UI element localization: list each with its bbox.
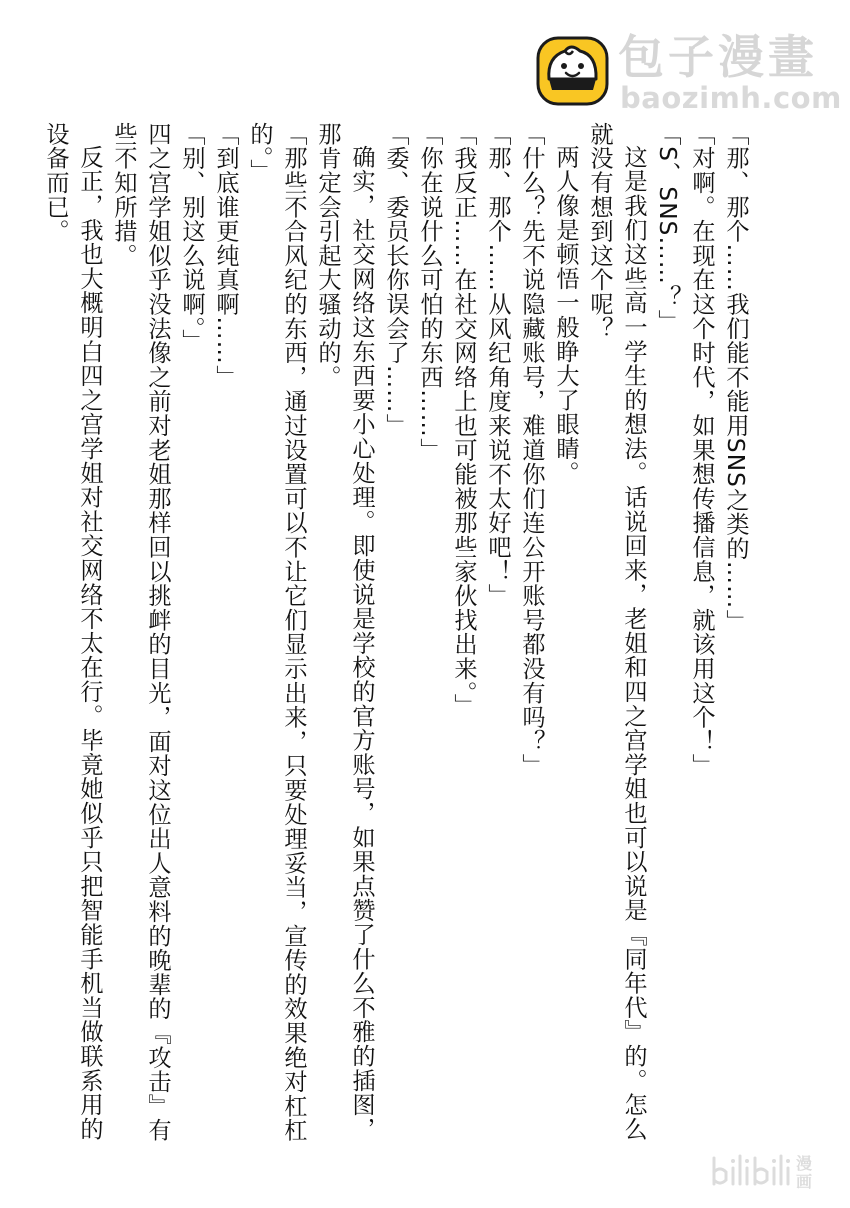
corner-watermark-suffix-bottom: 画 [796, 1172, 813, 1191]
paragraph: 「那些不合风纪的东西，通过设置可以不让它们显示出来，只要处理妥当，宣传的效果绝对杠杠的。」 [246, 122, 307, 1143]
paragraph: 「别、别这么说啊。」 [178, 122, 205, 354]
watermark-url: baozimh.com [620, 81, 842, 115]
watermark-title: 包子漫畫 [618, 30, 818, 84]
paragraph: 「S、SNS……？」 [654, 122, 681, 334]
baozi-logo-icon [535, 35, 610, 107]
paragraph: 「委、委员长你误会了……」 [382, 122, 409, 438]
corner-watermark-suffix-top: 漫 [796, 1154, 813, 1173]
paragraph: 两人像是顿悟一般睁大了眼睛。 [552, 145, 579, 486]
paragraph: 「你在说什么可怕的东西……」 [416, 122, 443, 463]
paragraph: 这是我们这些高一学生的想法。话说回来，老姐和四之宫学姐也可以说是『同年代』的。怎么就没有想到这个呢？ [586, 122, 647, 1142]
paragraph: 「对啊。在现在这个时代，如果想传播信息，就该用这个！」 [688, 122, 715, 779]
paragraph: 反正，我也大概明白四之宫学姐对社交网络不太在行。毕竟她似乎只把智能手机当做联系用的设备而已。 [42, 122, 103, 1142]
paragraph: 「什么？先不说隐藏账号，难道你们连公开账号都没有吗？」 [518, 122, 545, 779]
text-body [38, 122, 752, 1162]
paragraph: 「那、那个……我们能不能用SNS之类的……」 [722, 122, 749, 634]
paragraph: 「那、那个……从风纪角度来说不太好吧！」 [484, 122, 511, 608]
paragraph: 「到底谁更纯真啊……」 [212, 122, 239, 390]
paragraph: 四之宫学姐似乎没法像之前对老姐那样回以挑衅的目光，面对这位出人意料的晚辈的『攻击』有些不知所措。 [110, 122, 171, 1143]
bilibili-manga-watermark-icon [708, 1150, 836, 1192]
paragraph: 「我反正……在社交网络上也可能被那些家伙找出来。」 [450, 122, 477, 718]
paragraph: 确实，社交网络这东西要小心处理。即使说是学校的官方账号，如果点赞了什么不雅的插图，那肯定会引起大骚动的。 [314, 122, 375, 1142]
